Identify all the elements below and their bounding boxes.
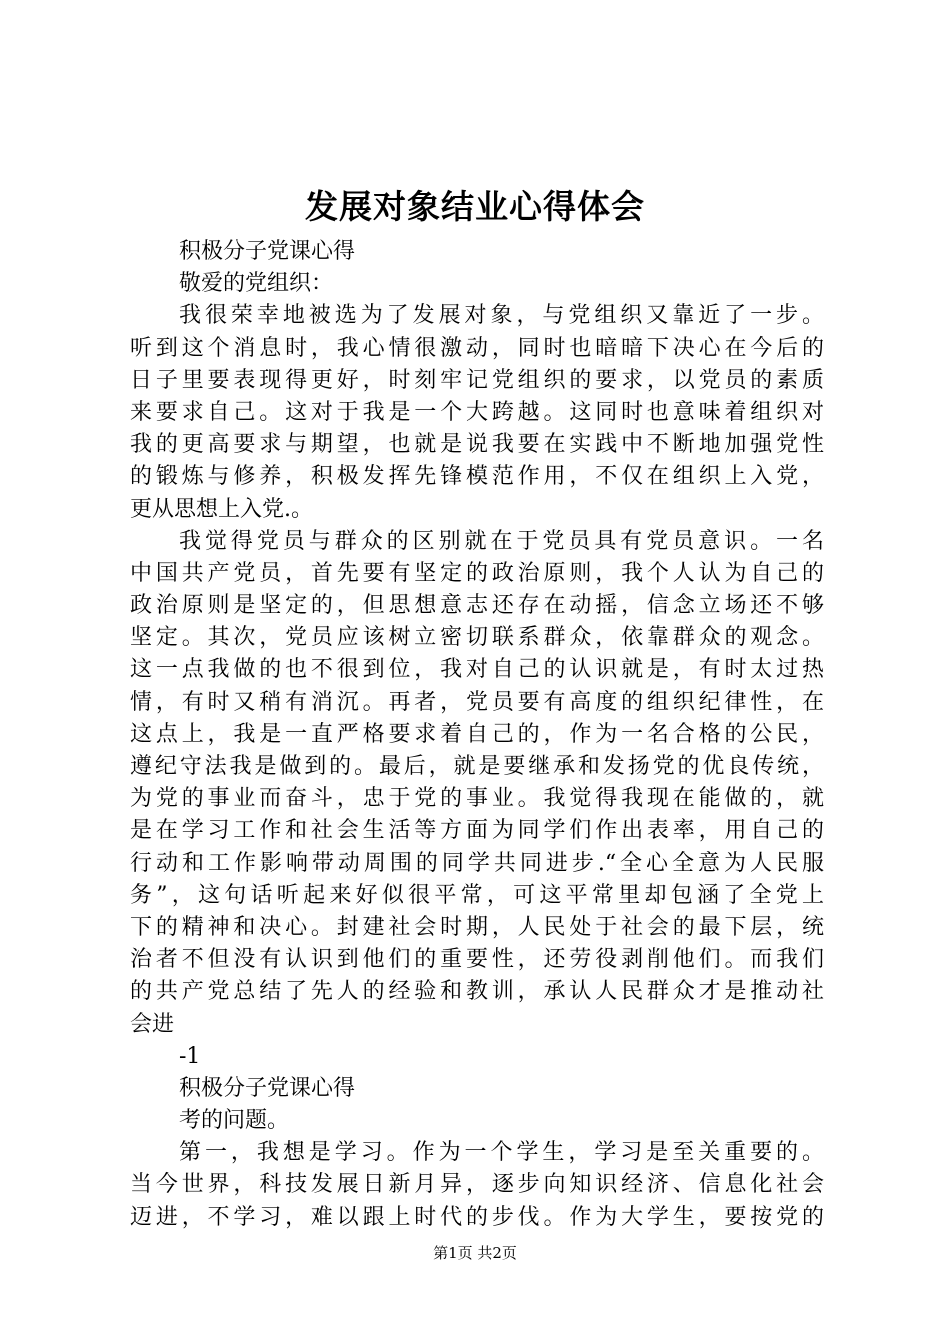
- text-line: 积极分子党课心得: [179, 239, 356, 264]
- text-line: 这点上，我是一直严格要求着自己的，作为一名合格的公民，: [130, 721, 824, 747]
- text-line: 我觉得党员与群众的区别就在于党员具有党员意识。一名: [179, 528, 824, 554]
- text-line: 敬爱的党组织：: [179, 271, 334, 297]
- text-line: 日子里要表现得更好，时刻牢记党组织的要求，以党员的素质: [130, 367, 824, 393]
- text-line: 来要求自己。这对于我是一个大跨越。这同时也意味着组织对: [130, 399, 824, 425]
- text-line: 遵纪守法我是做到的。最后，就是要继承和发扬党的优良传统，: [130, 754, 824, 779]
- text-line: -1: [179, 1043, 201, 1069]
- text-line: 是在学习工作和社会生活等方面为同学们作出表率，用自己的: [130, 818, 824, 844]
- text-line: 坚定。其次，党员应该树立密切联系群众，依靠群众的观念。: [130, 625, 824, 651]
- text-line: 迈进，不学习，难以跟上时代的步伐。作为大学生，要按党的: [130, 1204, 824, 1230]
- text-line: 考的问题。: [179, 1108, 290, 1134]
- text-line: 治者不但没有认识到他们的重要性，还劳役剥削他们。而我们: [130, 947, 824, 973]
- text-line: 的锻炼与修养，积极发挥先锋模范作用，不仅在组织上入党，: [130, 464, 824, 490]
- text-line: 中国共产党员，首先要有坚定的政治原则，我个人认为自己的: [130, 560, 824, 586]
- text-line: 政治原则是坚定的，但思想意志还存在动摇，信念立场还不够: [130, 593, 824, 619]
- text-line: 我的更高要求与期望，也就是说我要在实践中不断地加强党性: [130, 432, 824, 458]
- document-body: [130, 236, 824, 1234]
- text-line: 务”，这句话听起来好似很平常，可这平常里却包涵了全党上: [130, 882, 824, 908]
- text-line: 行动和工作影响带动周围的同学共同进步.“全心全意为人民服: [130, 850, 824, 876]
- text-line: 当今世界，科技发展日新月异，逐步向知识经济、信息化社会: [130, 1172, 824, 1198]
- text-line: 会进: [130, 1011, 175, 1037]
- text-line: 我很荣幸地被选为了发展对象，与党组织又靠近了一步。: [179, 303, 824, 329]
- text-line: 为党的事业而奋斗，忠于党的事业。我觉得我现在能做的，就: [130, 786, 824, 812]
- text-line: 情，有时又稍有消沉。再者，党员要有高度的组织纪律性，在: [130, 689, 824, 715]
- page-footer: 第1页 共2页: [433, 1244, 517, 1262]
- document-title: 发展对象结业心得体会: [305, 187, 645, 226]
- text-line: 第一，我想是学习。作为一个学生，学习是至关重要的。: [179, 1140, 824, 1166]
- text-line: 更从思想上入党.。: [130, 496, 313, 522]
- text-line: 下的精神和决心。封建社会时期，人民处于社会的最下层，统: [130, 914, 824, 940]
- text-line: 听到这个消息时，我心情很激动，同时也暗暗下决心在今后的: [130, 335, 824, 361]
- text-line: 积极分子党课心得: [179, 1075, 356, 1101]
- text-line: 的共产党总结了先人的经验和教训，承认人民群众才是推动社: [130, 979, 824, 1005]
- text-line: 这一点我做的也不很到位，我对自己的认识就是，有时太过热: [130, 657, 824, 683]
